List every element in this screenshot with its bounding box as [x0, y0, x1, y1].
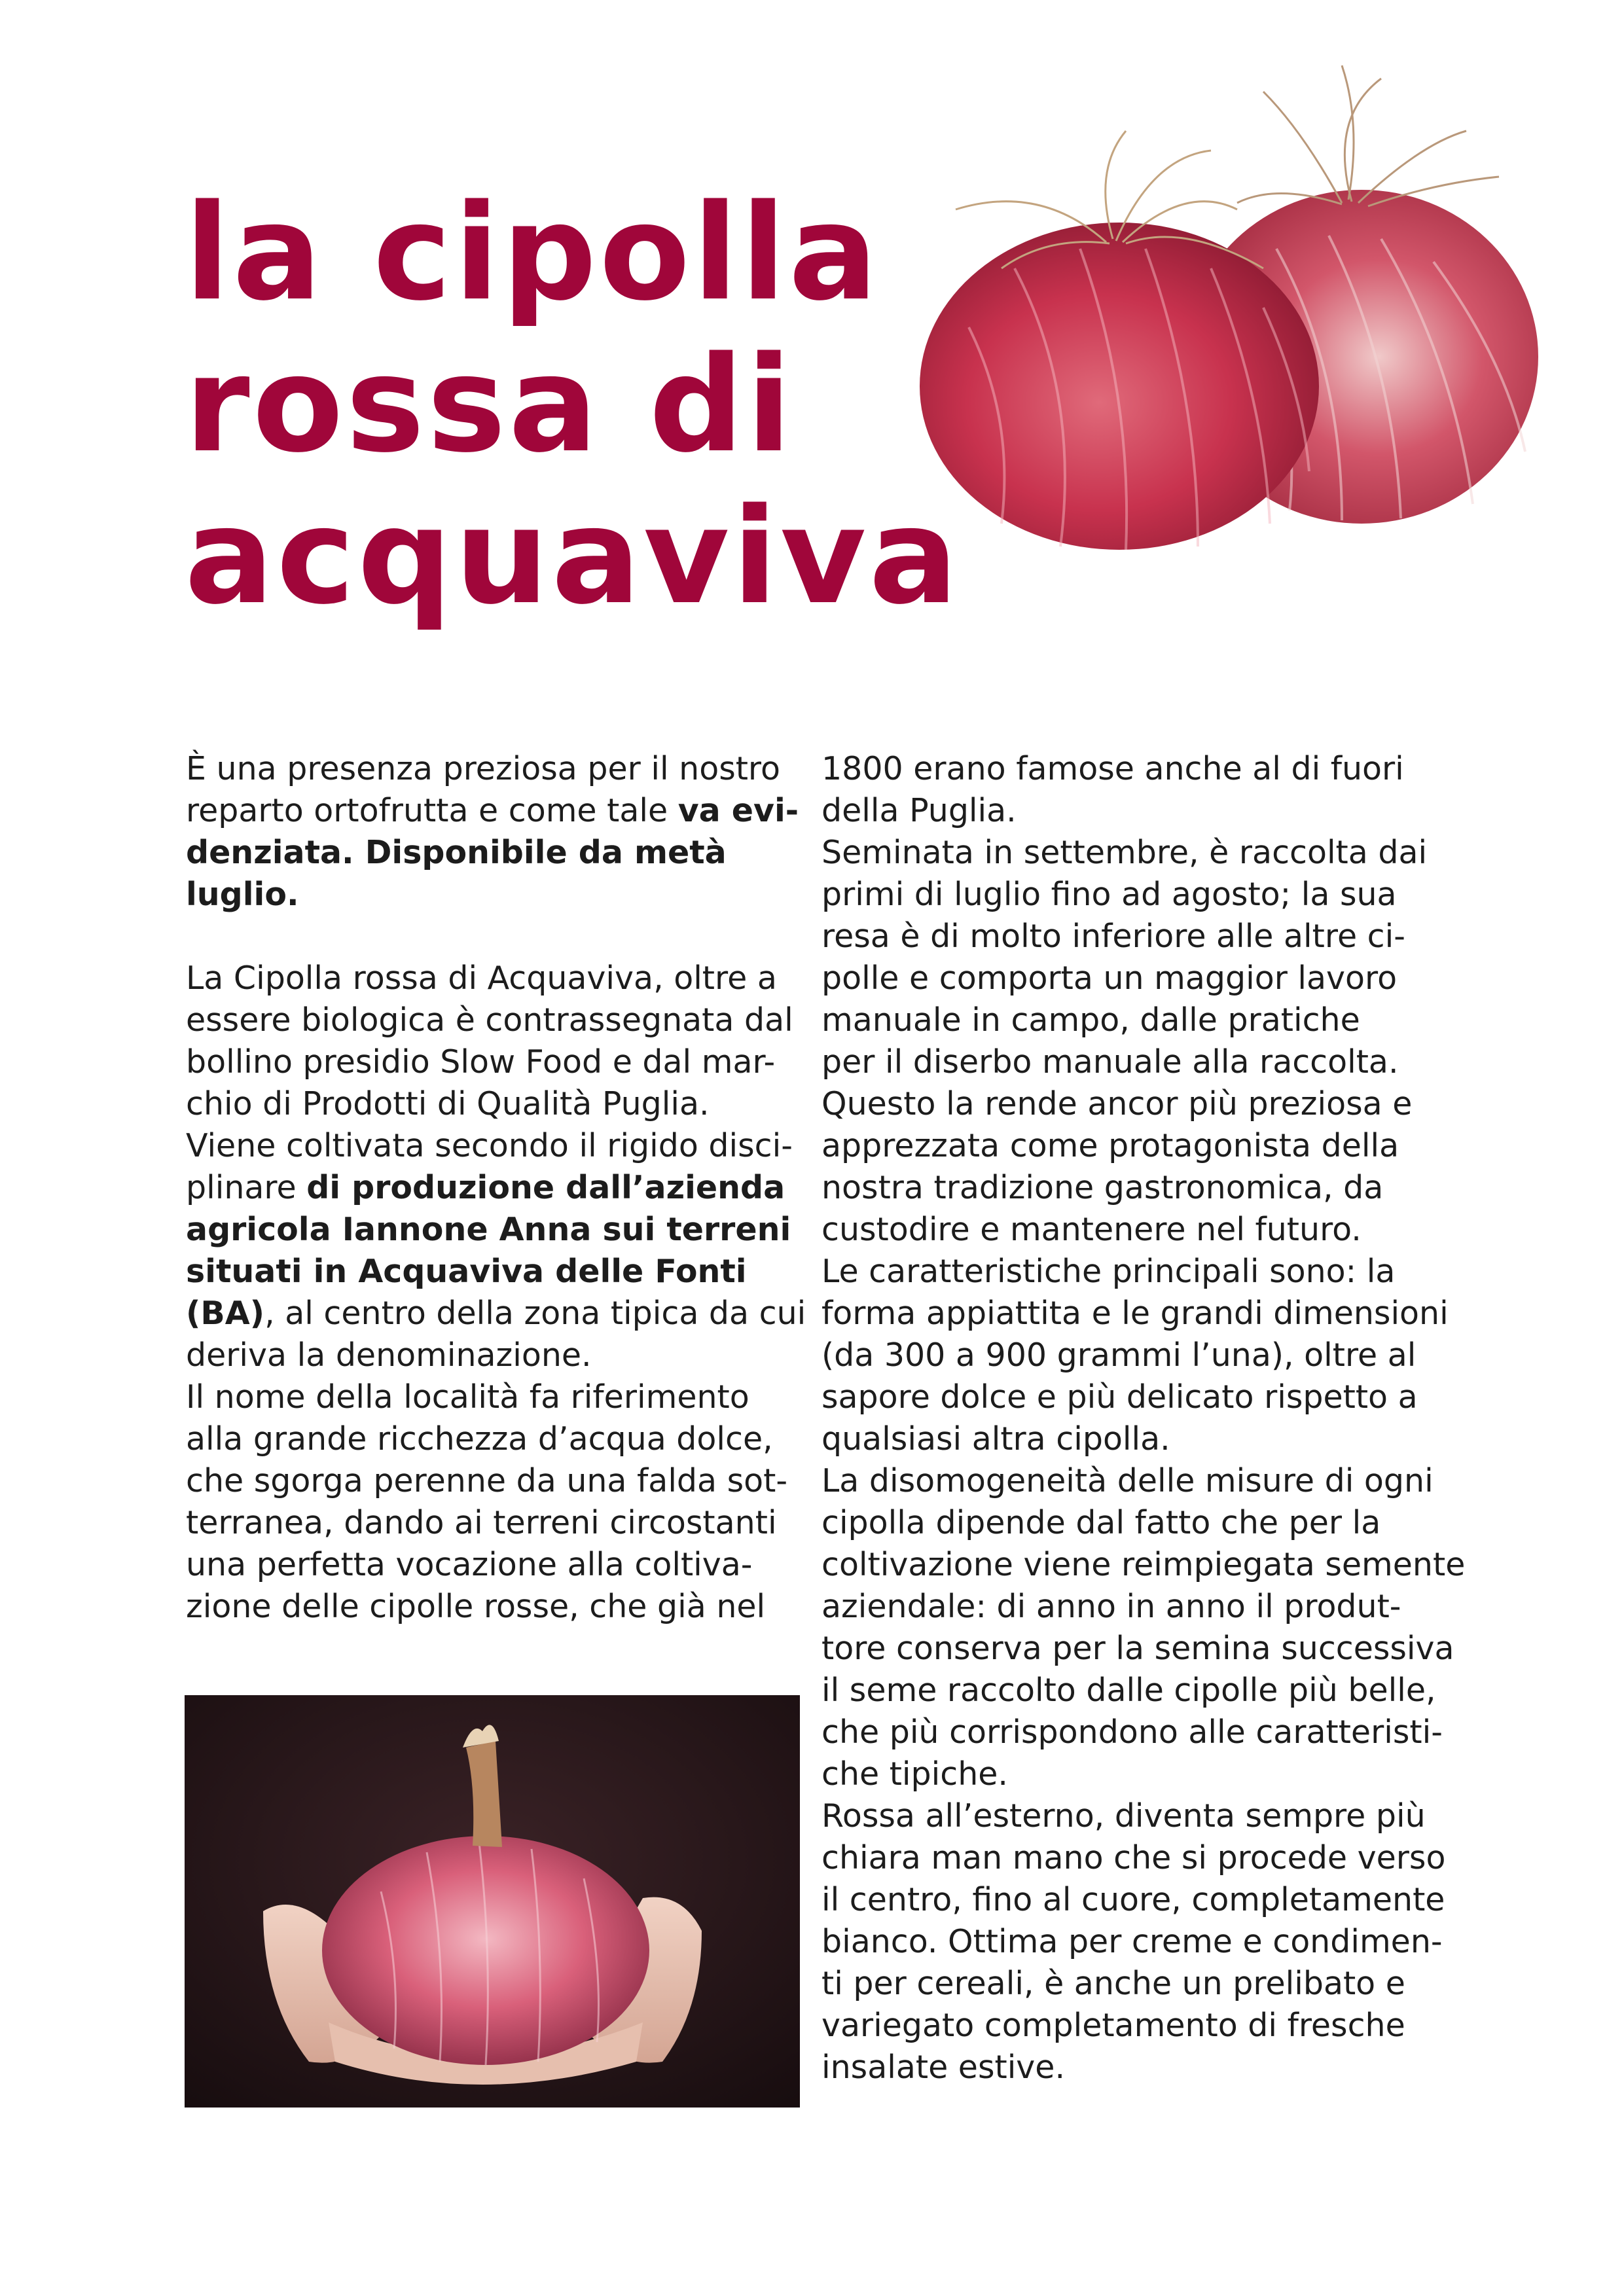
text-line: terranea, dando ai terreni circostanti: [186, 1504, 777, 1541]
text-line: della Puglia.: [821, 792, 1017, 829]
red-onions-photo: [844, 52, 1584, 550]
text-line: custodire e mantenere nel futuro.: [821, 1211, 1362, 1248]
text-line: qualsiasi altra cipolla.: [821, 1420, 1170, 1458]
text-line: Il nome della località fa riferimento: [186, 1378, 749, 1416]
text-line: bianco. Ottima per creme e condimen-: [821, 1923, 1443, 1960]
text-line: che tipiche.: [821, 1755, 1008, 1793]
text-line: che più corrispondono alle caratteristi-: [821, 1713, 1443, 1751]
text-line: Questo la rende ancor più preziosa e: [821, 1085, 1413, 1122]
text-line: denziata. Disponibile da metà: [186, 834, 727, 871]
text-line: variegato completamento di fresche: [821, 2007, 1405, 2044]
onion-in-hands-illustration: [185, 1695, 800, 2108]
text-line: cipolla dipende dal fatto che per la: [821, 1504, 1381, 1541]
text-line: per il diserbo manuale alla raccolta.: [821, 1043, 1399, 1081]
text-line: il seme raccolto dalle cipolle più belle,: [821, 1672, 1436, 1709]
text-line: 1800 erano famose anche al di fuori: [821, 750, 1404, 787]
text-line: chio di Prodotti di Qualità Puglia.: [186, 1085, 710, 1122]
text-line: essere biologica è contrassegnata dal: [186, 1001, 793, 1039]
text-line: Le caratteristiche principali sono: la: [821, 1253, 1396, 1290]
title-line-3: acquaviva: [185, 479, 961, 634]
text-line: situati in Acquaviva delle Fonti: [186, 1253, 747, 1290]
onion-left: [920, 131, 1319, 550]
text-line: polle e comporta un maggior lavoro: [821, 960, 1398, 997]
text-line: che sgorga perenne da una falda sot-: [186, 1462, 788, 1499]
right-column: [821, 748, 1466, 2089]
text-line: coltivazione viene reimpiegata semente: [821, 1546, 1466, 1583]
text-line: primi di luglio fino ad agosto; la sua: [821, 876, 1397, 913]
title-line-2: rossa di: [185, 327, 795, 482]
text-line: agricola Iannone Anna sui terreni: [186, 1211, 791, 1248]
text-line: Viene coltivata secondo il rigido disci-: [186, 1127, 793, 1164]
hands-holding-onion-photo: [185, 1695, 800, 2108]
text-line: (da 300 a 900 grammi l’una), oltre al: [821, 1336, 1416, 1374]
text-line: insalate estive.: [821, 2049, 1066, 2086]
text-line: È una presenza preziosa per il nostro: [186, 750, 780, 787]
text-line: La Cipolla rossa di Acquaviva, oltre a: [186, 960, 777, 997]
text-line: apprezzata come protagonista della: [821, 1127, 1399, 1164]
paragraph-gap: [186, 916, 801, 958]
text-line: La disomogeneità delle misure di ogni: [821, 1462, 1434, 1499]
text-line: sapore dolce e più delicato rispetto a: [821, 1378, 1418, 1416]
text-line: deriva la denominazione.: [186, 1336, 592, 1374]
text-line: chiara man mano che si procede verso: [821, 1839, 1446, 1876]
text-line: alla grande ricchezza d’acqua dolce,: [186, 1420, 773, 1458]
text-line: aziendale: di anno in anno il produt-: [821, 1588, 1401, 1625]
text-line: bollino presidio Slow Food e dal mar-: [186, 1043, 776, 1081]
text-line: forma appiattita e le grandi dimensioni: [821, 1295, 1449, 1332]
title-line-1: la cipolla: [185, 175, 881, 330]
text-line: tore conserva per la semina successiva: [821, 1630, 1454, 1667]
text-line: (BA), al centro della zona tipica da cui: [186, 1295, 806, 1332]
page-title: [185, 175, 961, 634]
text-line: ti per cereali, è anche un prelibato e: [821, 1965, 1405, 2002]
text-line: una perfetta vocazione alla coltiva-: [186, 1546, 753, 1583]
text-line: resa è di molto inferiore alle altre ci-: [821, 918, 1405, 955]
intro-paragraph: [186, 748, 801, 916]
text-line: manuale in campo, dalle pratiche: [821, 1001, 1360, 1039]
text-line: Seminata in settembre, è raccolta dai: [821, 834, 1428, 871]
text-line: Rossa all’esterno, diventa sempre più: [821, 1797, 1426, 1835]
text-line: zione delle cipolle rosse, che già nel: [186, 1588, 766, 1625]
text-line: plinare di produzione dall’azienda: [186, 1169, 785, 1206]
text-line: reparto ortofrutta e come tale va evi-: [186, 792, 799, 829]
text-line: il centro, fino al cuore, completamente: [821, 1881, 1445, 1918]
text-line: nostra tradizione gastronomica, da: [821, 1169, 1384, 1206]
left-column: [186, 748, 806, 1628]
text-line: luglio.: [186, 876, 299, 913]
body-paragraph: [186, 958, 806, 1628]
